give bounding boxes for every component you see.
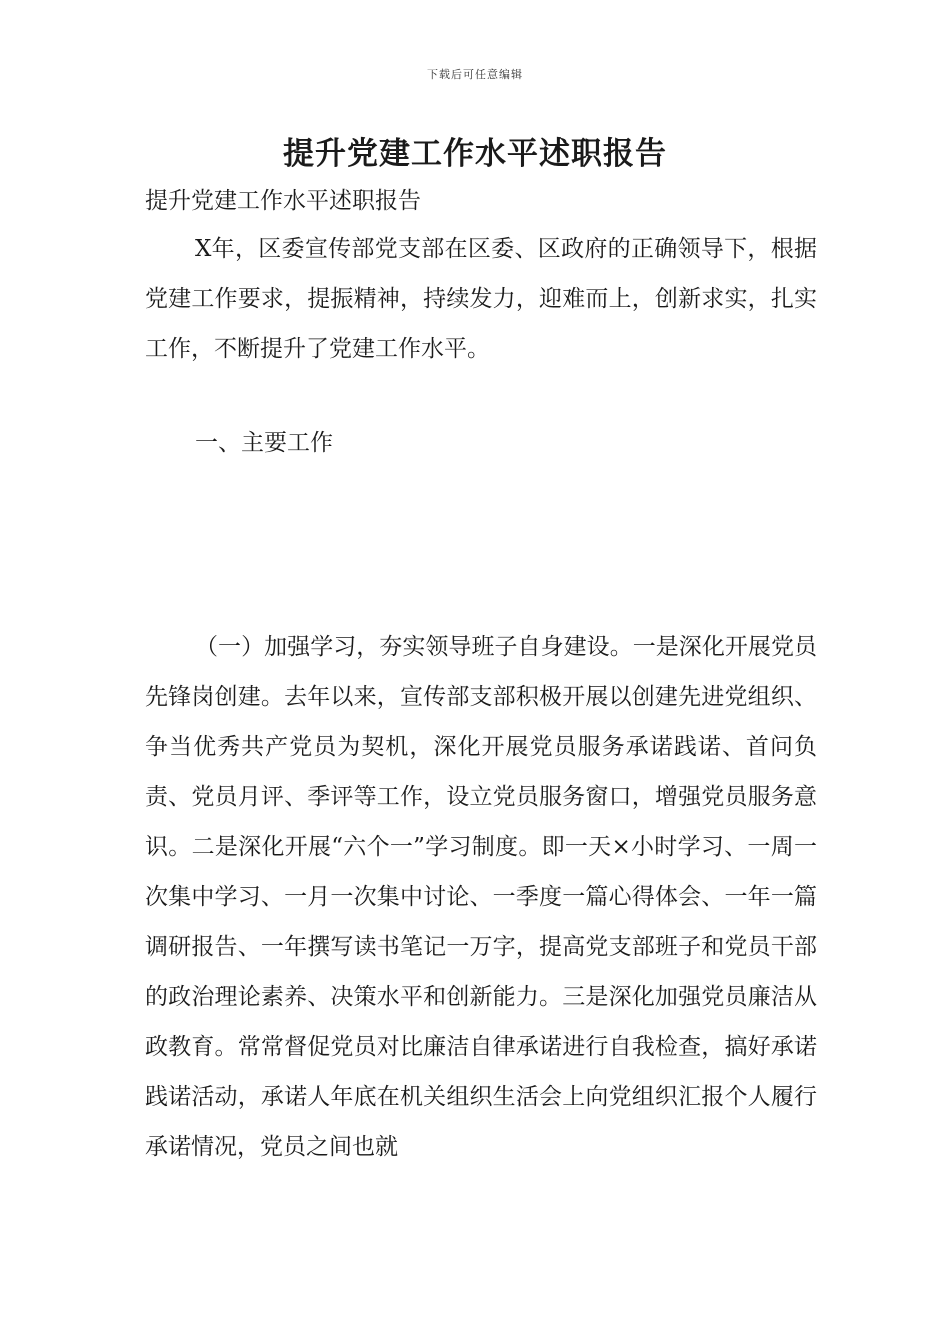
intro-paragraph: X年，区委宣传部党支部在区委、区政府的正确领导下，根据党建工作要求，提振精神，持续发力，迎难而上，创新求实，扎实工作，不断提升了党建工作水平。 [145,236,817,362]
body-paragraph: （一）加强学习，夯实领导班子自身建设。一是深化开展党员先锋岗创建。去年以来，宣传部支部积极开展以创建先进党组织、争当优秀共产党员为契机，深化开展党员服务承诺践诺、首问负责、党员月评、季评等工作，设立党员服务窗口，增强党员服务意识。二是深化开展“六个一”学习制度。即一天×小时学习、一周一次集中学习、一月一次集中讨论、一季度一篇心得体会、一年一篇调研报告、一年撰写读书笔记一万字，提高党支部班子和党员干部的政治理论素养、决策水平和创新能力。三是深化加强党员廉洁从政教育。常常督促党员对比廉洁自律承诺进行自我检查，搞好承诺践诺活动，承诺人年底在机关组织生活会上向党组织汇报个人履行承诺情况，党员之间也就 [145,634,817,1160]
document-title: 提升党建工作水平述职报告 [283,136,667,172]
section-heading: 一、主要工作 [195,430,333,456]
page-header-note: 下载后可任意编辑 [427,68,523,81]
document-subtitle: 提升党建工作水平述职报告 [145,188,421,214]
